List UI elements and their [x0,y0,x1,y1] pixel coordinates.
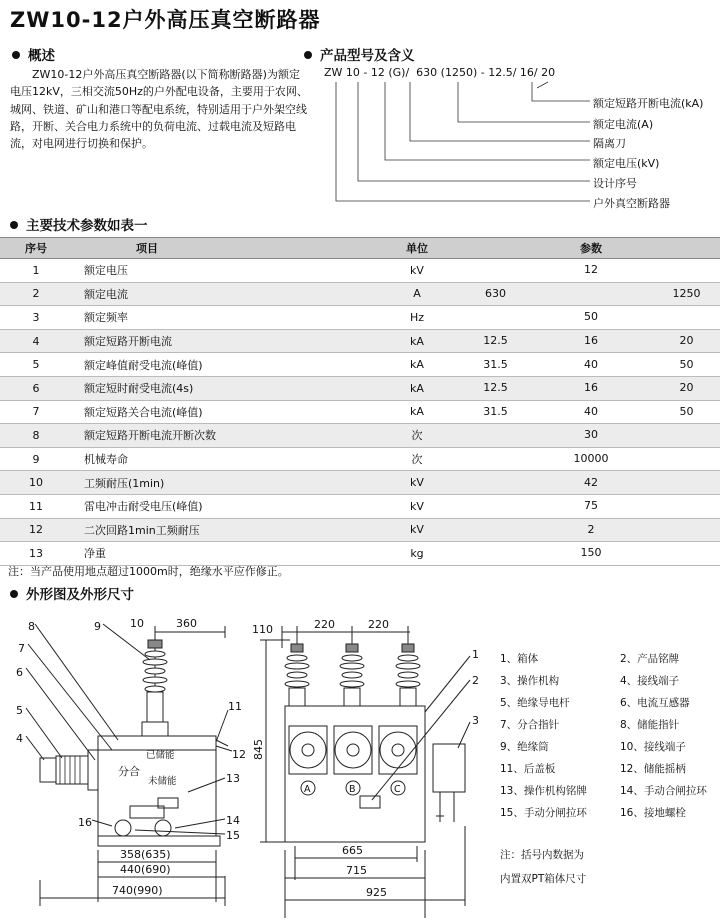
callout-12: 12 [232,748,246,761]
cell-item: 额定频率 [72,306,372,330]
phase-a: A [304,784,311,795]
model-label-5: 设计序号 [593,177,637,190]
cell-no: 1 [0,259,72,283]
cell-unit: kg [372,542,462,566]
cell-unit: kV [372,518,462,542]
cell-value: 42 [584,475,598,489]
legend-item: 7、分合指针 [500,719,560,731]
outline-drawing [0,600,500,922]
cell-no: 12 [0,518,72,542]
dim-right-715: 715 [346,864,367,877]
legend-item: 2、产品铭牌 [620,653,680,665]
overview-heading-text: 概述 [28,48,55,64]
callout-9: 9 [94,620,101,633]
cell-item: 工频耐压(1min) [72,471,372,495]
cell-value: 150 [580,546,602,560]
legend-item: 6、电流互感器 [620,697,690,709]
callout-15: 15 [226,829,240,842]
cell-value: 50 [679,404,694,418]
cell-value: 75 [584,499,598,513]
cell-unit: 次 [372,424,462,448]
cell-value: 50 [679,357,694,371]
panel-energy-not-stored: 未储能 [148,776,177,787]
callout-14: 14 [226,814,240,827]
cell-unit: kA [372,353,462,377]
cell-no: 9 [0,447,72,471]
model-label-3: 隔离刀 [593,137,626,150]
legend-item: 11、后盖板 [500,763,556,775]
legend-item: 5、绝缘导电杆 [500,697,570,709]
cell-no: 11 [0,494,72,518]
legend-item: 14、手动合闸拉环 [620,785,707,797]
table-row [0,400,720,424]
cell-item: 机械寿命 [72,447,372,471]
dim-left-10: 10 [130,617,144,630]
cell-item: 额定峰值耐受电流(峰值) [72,353,372,377]
cell-value: 12.5 [483,334,508,348]
col-header-unit: 单位 [372,238,462,259]
cell-value: 10000 [573,452,609,466]
table-row [0,424,720,448]
cell-item: 额定短路开断电流 [72,329,372,353]
cell-values [462,329,720,353]
cell-values [462,282,720,306]
dim-left-440: 440(690) [120,863,171,876]
cell-item: 额定电压 [72,259,372,283]
cell-values [462,424,720,448]
legend-item: 12、储能摇柄 [620,763,686,775]
table-row [0,329,720,353]
dim-right-925: 925 [366,886,387,899]
panel-energy-stored: 已储能 [146,750,175,761]
callout-2: 2 [472,674,479,687]
cell-value: 31.5 [483,357,508,371]
model-code: ZW 10 - 12 (G)/ 630 (1250) - 12.5/ 16/ 20 [324,66,556,79]
callout-7: 7 [18,642,25,655]
legend-item: 8、储能指针 [620,719,680,731]
legend-item: 16、接地螺栓 [620,807,686,819]
cell-value: 50 [584,310,598,324]
cell-no: 7 [0,400,72,424]
params-heading [10,214,148,234]
cell-unit: kA [372,329,462,353]
dim-left-360: 360 [176,617,197,630]
dim-right-110: 110 [252,623,273,636]
cell-no: 13 [0,542,72,566]
cell-unit: kV [372,471,462,495]
legend-item: 10、接线端子 [620,741,686,753]
cell-values [462,376,720,400]
cell-unit: kA [372,376,462,400]
table-row [0,306,720,330]
callout-13: 13 [226,772,240,785]
dim-right-845: 845 [252,739,265,760]
cell-unit: kA [372,400,462,424]
cell-item: 额定短路关合电流(峰值) [72,400,372,424]
dim-left-740: 740(990) [112,884,163,897]
callout-8: 8 [28,620,35,633]
cell-value: 20 [679,381,694,395]
dimensions-heading-text: 外形图及外形尺寸 [26,587,134,603]
callout-6: 6 [16,666,23,679]
cell-values [462,353,720,377]
params-heading-text: 主要技术参数如表一 [26,218,148,234]
cell-item: 净重 [72,542,372,566]
cell-values [462,306,720,330]
cell-unit: kV [372,494,462,518]
cell-no: 4 [0,329,72,353]
table-note: 注：当产品使用地点超过1000m时，绝缘水平应作修正。 [8,565,289,578]
params-table [0,237,720,566]
legend-note: 注：括号内数据为 [500,849,584,861]
cell-value: 12.5 [483,381,508,395]
cell-value: 31.5 [483,404,508,418]
cell-unit: Hz [372,306,462,330]
cell-no: 8 [0,424,72,448]
cell-value: 1250 [672,286,701,300]
cell-values [462,542,720,566]
cell-item: 二次回路1min工频耐压 [72,518,372,542]
cell-item: 额定短时耐受电流(4s) [72,376,372,400]
table-row [0,542,720,566]
dim-right-220b: 220 [368,618,389,631]
cell-values [462,471,720,495]
cell-value: 630 [485,286,507,300]
table-row [0,447,720,471]
legend-item: 1、箱体 [500,653,539,665]
model-label-2: 额定电流(A) [593,118,654,131]
legend-item: 13、操作机构铭牌 [500,785,587,797]
table-row [0,353,720,377]
phase-b: B [349,784,356,795]
cell-value: 16 [584,334,598,348]
cell-value: 16 [584,381,598,395]
cell-unit: A [372,282,462,306]
legend-note: 内置双PT箱体尺寸 [500,873,587,885]
table-row [0,376,720,400]
cell-no: 6 [0,376,72,400]
bullet-icon [10,221,18,229]
legend-item: 3、操作机构 [500,675,560,687]
legend-item: 9、绝缘筒 [500,741,549,753]
callout-3: 3 [472,714,479,727]
legend-item: 15、手动分闸拉环 [500,807,587,819]
phase-c: C [394,784,401,795]
callout-5: 5 [16,704,23,717]
model-label-1: 额定短路开断电流(kA) [593,97,704,110]
cell-values [462,494,720,518]
col-header-item: 项目 [72,238,372,259]
model-heading-text: 产品型号及含义 [320,48,415,64]
bullet-icon [10,590,18,598]
cell-values [462,400,720,424]
cell-item: 额定电流 [72,282,372,306]
cell-no: 2 [0,282,72,306]
cell-no: 5 [0,353,72,377]
col-header-no: 序号 [0,238,72,259]
table-row [0,471,720,495]
cell-value: 30 [584,428,598,442]
panel-open-close: 分合 [118,765,140,778]
legend-item: 4、接线端子 [620,675,680,687]
cell-item: 额定短路开断电流开断次数 [72,424,372,448]
table-header-row [0,238,720,259]
cell-item: 雷电冲击耐受电压(峰值) [72,494,372,518]
cell-value: 40 [584,404,598,418]
model-label-4: 额定电压(kV) [593,157,660,170]
model-label-6: 户外真空断路器 [593,197,670,210]
cell-unit: 次 [372,447,462,471]
table-row [0,282,720,306]
cell-values [462,447,720,471]
overview-text: ZW10-12户外高压真空断路器(以下简称断路器)为额定电压12kV，三相交流50Hz的户外配电设备，主要用于农网、城网、铁道、矿山和港口等配电系统，特别适用于户外架空线路，开断、关合电力系统中的负荷电流、过载电流及短路电流，对电网进行切换和保护。 [10,68,308,151]
cell-no: 10 [0,471,72,495]
callout-16: 16 [78,816,92,829]
dim-right-665: 665 [342,844,363,857]
cell-value: 20 [679,334,694,348]
dim-left-358: 358(635) [120,848,171,861]
cell-value: 2 [587,522,595,536]
cell-value: 40 [584,357,598,371]
cell-values [462,518,720,542]
cell-unit: kV [372,259,462,283]
table-row [0,518,720,542]
cell-value: 12 [584,263,598,277]
callout-11: 11 [228,700,242,713]
cell-no: 3 [0,306,72,330]
page-title: ZW10-12户外高压真空断路器 [10,8,321,32]
cell-values [462,259,720,283]
table-row [0,494,720,518]
callout-1: 1 [472,648,479,661]
table-row [0,259,720,283]
dim-right-220a: 220 [314,618,335,631]
col-header-value: 参数 [462,238,720,259]
callout-4: 4 [16,732,23,745]
